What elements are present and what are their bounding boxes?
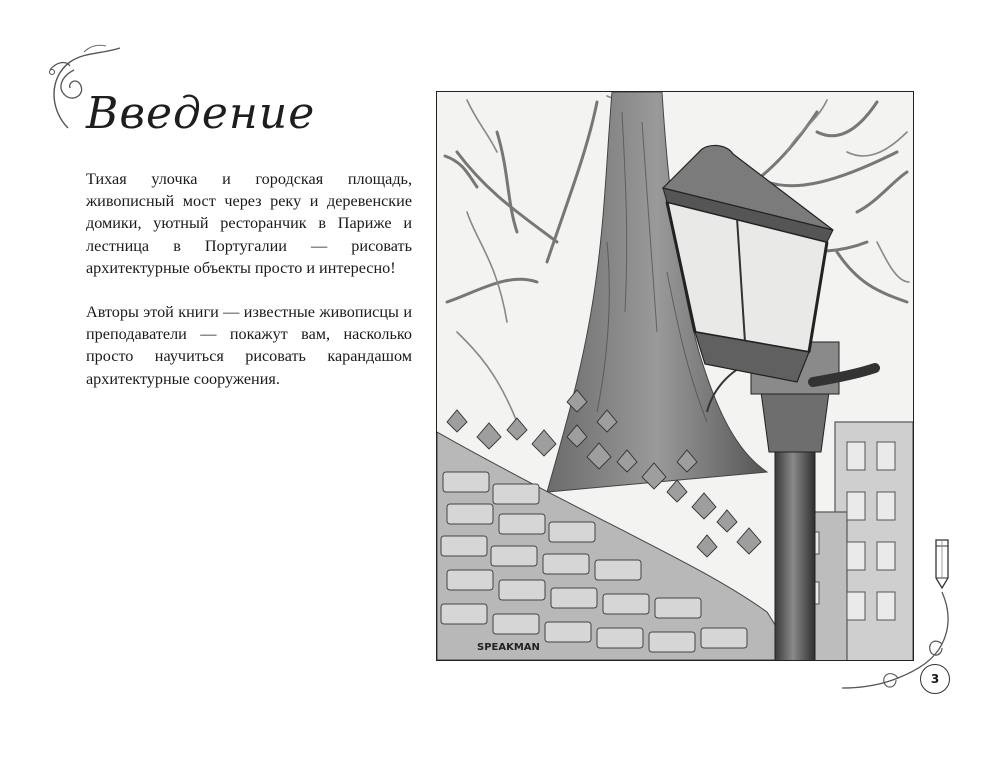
page-number: 3 xyxy=(920,664,950,694)
intro-paragraph-1: Тихая улочка и городская площадь, живописный мост через реку и деревенские домики, уютный ресторанчик в Париже и лестница в Португалии — рисовать архитектурные объекты просто и интересно! xyxy=(86,170,412,277)
page-title: Введение xyxy=(86,88,316,139)
pencil-icon xyxy=(936,540,948,588)
intro-paragraph-2: Авторы этой книги — известные живописцы и преподаватели — покажут вам, насколько просто научиться рисовать карандашом архитектурные сооружения. xyxy=(86,303,412,388)
artist-signature: SPEAKMAN xyxy=(477,642,540,653)
intro-text xyxy=(86,168,412,412)
